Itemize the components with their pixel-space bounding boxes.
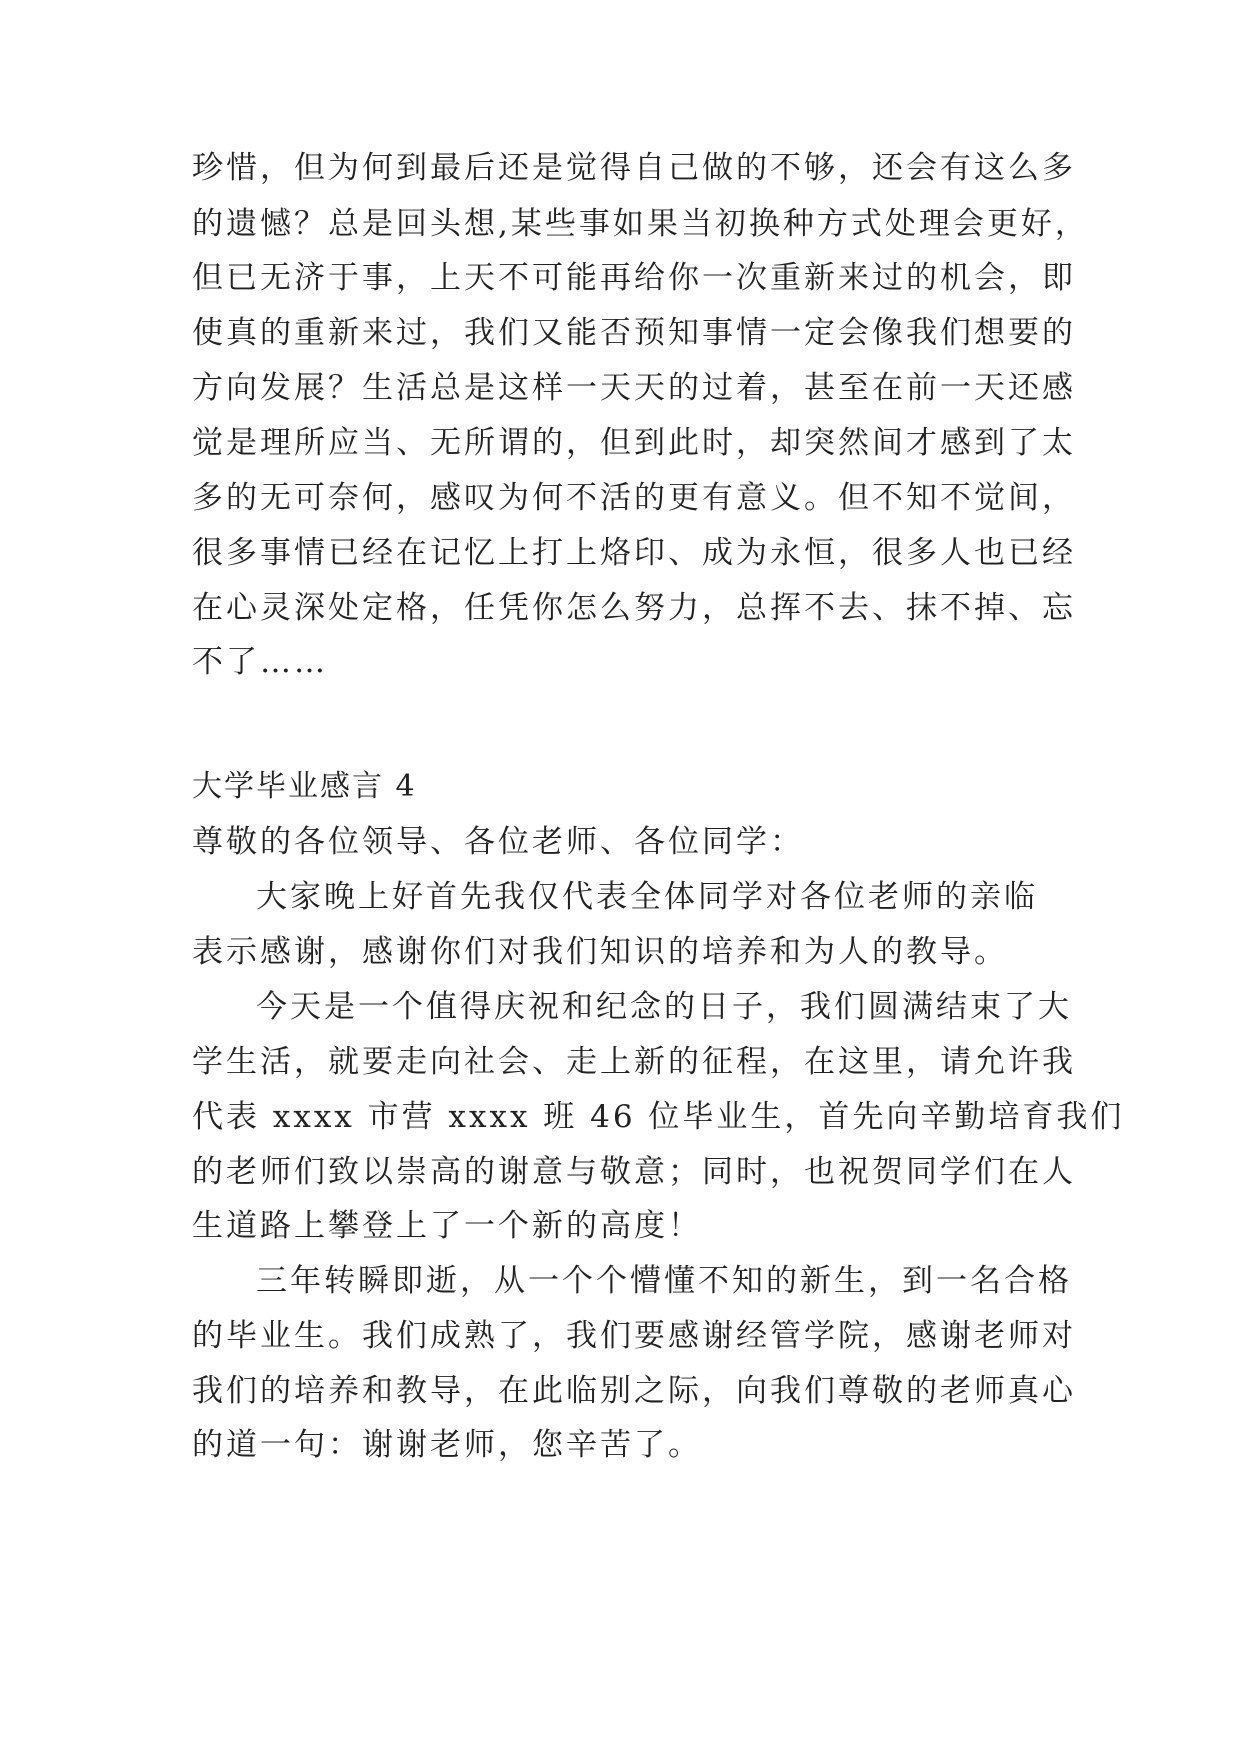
intro-line: 方向发展？生活总是这样一天天的过着，甚至在前一天还感 (192, 370, 1076, 406)
intro-line: 觉是理所应当、无所谓的，但到此时，却突然间才感到了太 (192, 425, 1076, 461)
intro-line: 多的无可奈何，感叹为何不活的更有意义。但不知不觉间， (192, 480, 1076, 516)
body-line: 我们的培养和教导，在此临别之际，向我们尊敬的老师真心 (192, 1373, 1076, 1409)
intro-line: 很多事情已经在记忆上打上烙印、成为永恒，很多人也已经 (192, 535, 1076, 571)
section-title: 大学毕业感言 4 (192, 769, 417, 804)
salutation: 尊敬的各位领导、各位老师、各位同学： (192, 824, 804, 860)
intro-line: 使真的重新来过，我们又能否预知事情一定会像我们想要的 (192, 315, 1076, 351)
intro-line: 的遗憾？总是回头想,某些事如果当初换种方式处理会更好， (192, 206, 1089, 242)
body-line: 生道路上攀登上了一个新的高度！ (192, 1208, 702, 1244)
intro-line: 但已无济于事，上天不可能再给你一次重新来过的机会，即 (192, 260, 1076, 296)
body-line: 的毕业生。我们成熟了，我们要感谢经管学院，感谢老师对 (192, 1318, 1076, 1354)
body-line: 三年转瞬即逝，从一个个懵懂不知的新生，到一名合格 (256, 1263, 1072, 1299)
intro-line: 在心灵深处定格，任凭你怎么努力，总挥不去、抹不掉、忘 (192, 590, 1076, 626)
body-line: 大家晚上好首先我仅代表全体同学对各位老师的亲临 (256, 879, 1038, 915)
body-line: 表示感谢，感谢你们对我们知识的培养和为人的教导。 (192, 934, 1008, 970)
body-line: 的老师们致以崇高的谢意与敬意；同时，也祝贺同学们在人 (192, 1154, 1076, 1190)
intro-line: 不了…… (192, 644, 328, 680)
body-line: 的道一句：谢谢老师，您辛苦了。 (192, 1427, 702, 1463)
intro-line: 珍惜，但为何到最后还是觉得自己做的不够，还会有这么多 (192, 150, 1076, 186)
body-line: 今天是一个值得庆祝和纪念的日子，我们圆满结束了大 (256, 989, 1072, 1025)
body-line: 学生活，就要走向社会、走上新的征程，在这里，请允许我 (192, 1044, 1076, 1080)
body-line: 代表 xxxx 市营 xxxx 班 46 位毕业生，首先向辛勤培育我们 (192, 1099, 1125, 1135)
